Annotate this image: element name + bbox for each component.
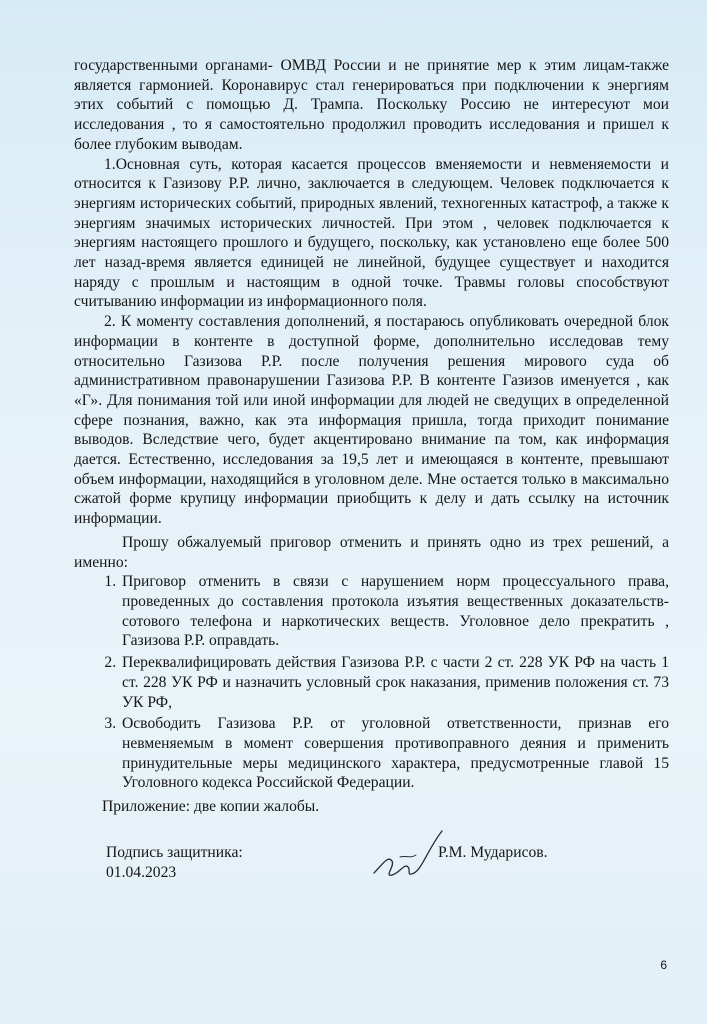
decision-options-list (74, 572, 669, 793)
decision-option-3: 3. Освободить Газизова Р.Р. от уголовной ответственности, признав его невменяемым в момент совершения противоправного деяния и применить принудительные меры медицинского характера, предусмотренные главой 15 Уголовного кодекса Российской Федерации. (120, 714, 669, 793)
decision-option-1: 1. Приговор отменить в связи с нарушением норм процессуального права, проведенных до составления протокола изъятия вещественных доказательств- сотового телефона и наркотических веществ. Уголовное дело прекратить , Газизова Р.Р. оправдать. (120, 572, 669, 651)
signer-name: Р.М. Мударисов. (438, 843, 548, 861)
decision-option-2: 2. Переквалифицировать действия Газизова Р.Р. с части 2 ст. 228 УК РФ на часть 1 ст. 228 УК РФ и назначить условный срок наказания, применив положения ст. 73 УК РФ, (120, 653, 669, 712)
signature-label: Подпись защитника: (106, 843, 243, 861)
appendix-line: Приложение: две копии жалобы. (102, 798, 320, 816)
request-paragraph: Прошу обжалуемый приговор отменить и принять одно из трех решений, а именно: (74, 533, 669, 571)
signature-block (74, 843, 669, 891)
intro-paragraph: государственными органами- ОМВД России и не принятие мер к этим лицам-также является гармонией. Коронавирус стал генерироваться при подключении к энергиям этих событий с помощью Д. Трампа. Поскольку Россию не интересуют мои исследования , то я самостоятельно продолжил проводить исследования и пришел к более глубоким выводам. (74, 57, 669, 153)
signature-date: 01.04.2023 (106, 863, 177, 881)
point-1-paragraph: 1.Основная суть, которая касается процессов вменяемости и невменяемости и относится к Газизову Р.Р. лично, заключается в следующем. Человек подключается к энергиям исторических событий, природных явлений, техногенных катастроф, а также к энергиям значимых исторических личностей. При этом , человек подключается к энергиям настоящего прошлого и будущего, поскольку, как установлено еще более 500 лет назад-время является единицей не линейной, будущее существует и находится наряду с прошлым и настоящим в одной точке. Травмы головы способствуют считыванию информации из информационного поля. (74, 155, 669, 311)
page-number: 6 (660, 958, 667, 972)
point-2-paragraph: 2. К моменту составления дополнений, я постараюсь опубликовать очередной блок информации в контенте в доступной форме, дополнительно исследовав тему относительно Газизова Р.Р. после получения решения мирового суда об административном правонарушении Газизова Р.Р. В контенте Газизов именуется , как «Г». Для понимания той или иной информации для людей не сведущих в определенной сфере познания, важно, как эта информация пришла, тогда приходит понимание выводов. Вследствие чего, будет акцентировано внимание па том, как информация дается. Естественно, исследования за 19,5 лет и имеющаяся в контенте, превышают объем информации, находящийся в уголовном деле. Мне остается только в максимально сжатой форме крупицу информации приобщить к делу и дать ссылку на источник информации. (74, 313, 669, 528)
